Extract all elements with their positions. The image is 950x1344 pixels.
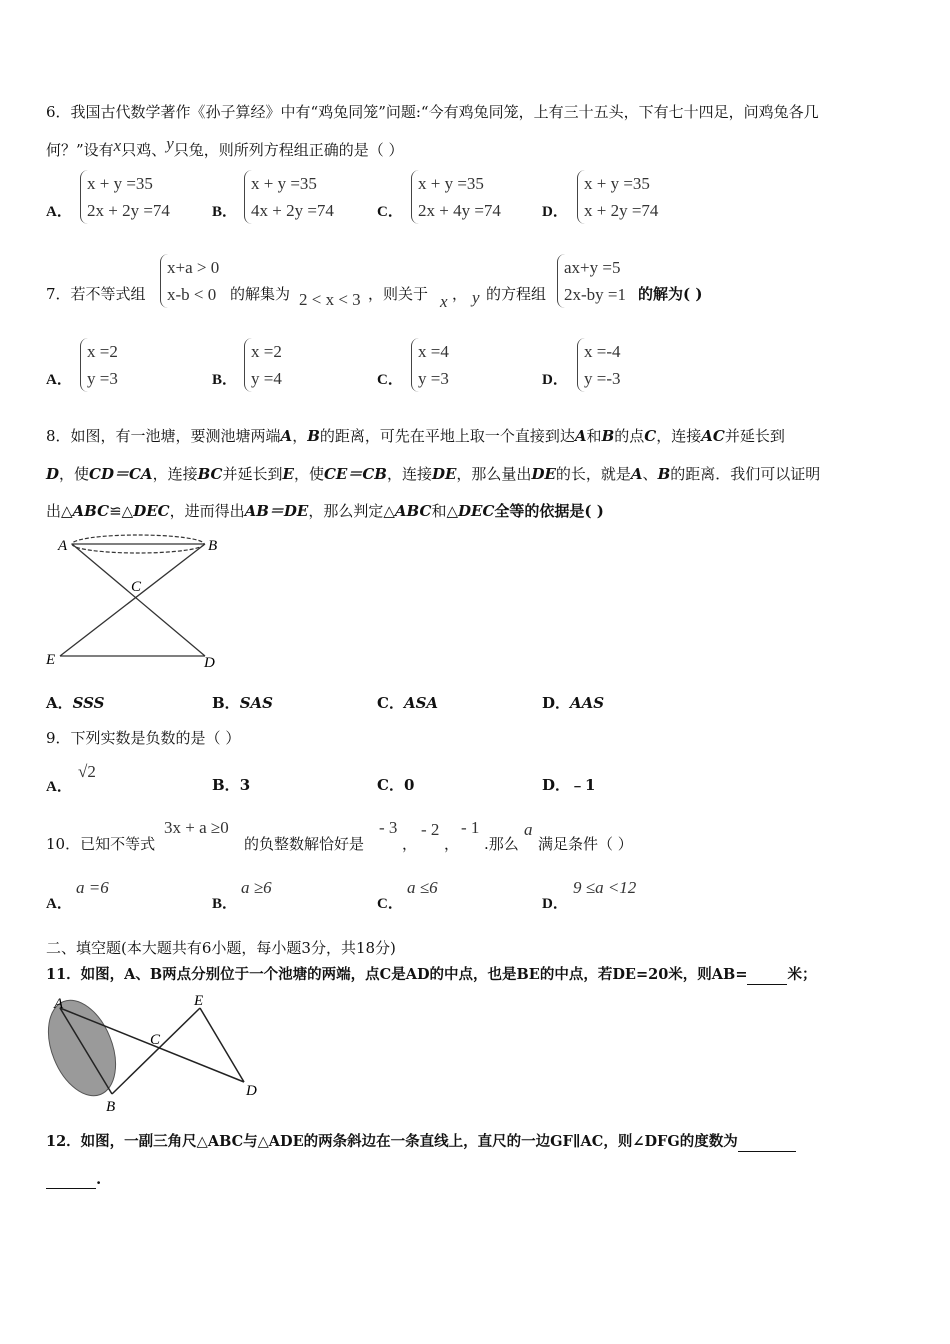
q6-line1: 6．我国古代数学著作《孙子算经》中有“鸡兔同笼”问题:“今有鸡兔同笼，上有三十五头，下有七十四足，问鸡兔各几 [46, 103, 819, 121]
q8-option-c[interactable]: C．ASA [377, 694, 439, 712]
q10-value-1: - 3 [379, 818, 398, 837]
label-d: D [204, 655, 215, 671]
answer-blank-continued[interactable] [46, 1168, 96, 1189]
answer-blank[interactable] [747, 964, 787, 985]
q7-range: 2 < x < 3 [299, 290, 361, 309]
q11-text: 11．如图，A、B两点分别位于一个池塘的两端，点C是AD的中点，也是BE的中点，若DE=20米，则AB= 米； [46, 966, 817, 983]
segment-be [112, 1008, 200, 1094]
q8-option-a[interactable]: A．SSS [46, 694, 105, 712]
equation-system: x + y =35 4x + 2y =74 [244, 170, 334, 224]
q10-prefix: 10．已知不等式 [46, 835, 156, 853]
label-c: C [150, 1032, 161, 1048]
q8-option-b[interactable]: B．SAS [212, 694, 273, 712]
q7-mid1: 的解集为 [230, 285, 291, 303]
q10-mid1: 的负整数解恰好是 [244, 835, 365, 853]
q11-figure [42, 990, 272, 1115]
segment-ad [72, 544, 205, 656]
q10-inequality: 3x + a ≥0 [164, 818, 229, 837]
label-a: A [54, 996, 64, 1012]
q8-line3: 出△ABC≌△DEC，进而得出AB＝DE，那么判定△ABC和△DEC全等的依据是( ) [46, 502, 604, 520]
q9-option-c[interactable]: C．0 [377, 776, 415, 794]
label-b: B [106, 1099, 116, 1115]
q8-figure [40, 530, 240, 675]
sqrt-2: √2 [78, 762, 96, 781]
var-y: y [166, 134, 174, 153]
label-a: A [58, 538, 68, 554]
q7-mid2: ，则关于 [368, 285, 429, 303]
label-b: B [208, 538, 218, 554]
q10-mid2: .那么 [484, 835, 519, 853]
equation-system: x =2 y =4 [244, 338, 282, 392]
q12-text: 12．如图，一副三角尺△ABC与△ADE的两条斜边在一条直线上，直尺的一边GF∥AC，则∠DFG的度数为 [46, 1131, 796, 1152]
q10-sep2: ， [444, 835, 460, 853]
q10-value-3: - 1 [461, 818, 480, 837]
label-c: C [131, 579, 142, 595]
q7-inequality-system: x+a > 0 x-b < 0 [160, 254, 219, 308]
segment-be [60, 544, 205, 656]
q10-suffix: 满足条件（ ） [538, 835, 633, 853]
equation-system: x + y =35 x + 2y =74 [577, 170, 658, 224]
q9-option-d[interactable]: D．﹣1 [542, 776, 596, 794]
equation-system: x + y =35 2x + 2y =74 [80, 170, 170, 224]
q7-suffix: 的解为( ) [638, 285, 703, 303]
equation-system: x =4 y =3 [411, 338, 449, 392]
label-d: D [246, 1083, 257, 1099]
q7-equation-system: ax+y =5 2x-by =1 [557, 254, 626, 308]
segment-ed [200, 1008, 244, 1082]
equation-system: x =-4 y =-3 [577, 338, 621, 392]
equation-system: x + y =35 2x + 4y =74 [411, 170, 501, 224]
q10-var-a: a [524, 820, 533, 839]
var-x: x [113, 136, 122, 155]
q8-line1: 8．如图，有一池塘，要测池塘两端A，B的距离，可先在平地上取一个直接到达A和B的点C，连接AC并延长到 [46, 427, 785, 445]
q8-option-d[interactable]: D．AAS [542, 694, 605, 712]
var-x: x [440, 292, 448, 311]
q7-sep: ， [452, 285, 468, 303]
q6-line2: 何？”设有x只鸡、y只兔，则所列方程组正确的是（ ） [46, 134, 404, 159]
q7-prefix: 7．若不等式组 [46, 285, 146, 303]
section-heading: 二、填空题(本大题共有6小题，每小题3分，共18分) [46, 939, 396, 957]
q9-option-b[interactable]: B．3 [212, 776, 251, 794]
q12-line2: . [46, 1168, 101, 1189]
label-e: E [46, 652, 56, 668]
answer-blank[interactable] [738, 1131, 796, 1152]
q9-stem: 9．下列实数是负数的是（ ） [46, 729, 241, 747]
equation-system: x =2 y =3 [80, 338, 118, 392]
q10-value-2: - 2 [421, 820, 440, 839]
q10-sep1: ， [402, 835, 418, 853]
label-e: E [194, 993, 204, 1009]
var-y: y [472, 288, 480, 307]
q8-line2: D，使CD＝CA，连接BC并延长到E，使CE＝CB，连接DE，那么量出DE的长，就是A、B的距离．我们可以证明 [46, 465, 821, 483]
q7-mid3: 的方程组 [486, 285, 547, 303]
